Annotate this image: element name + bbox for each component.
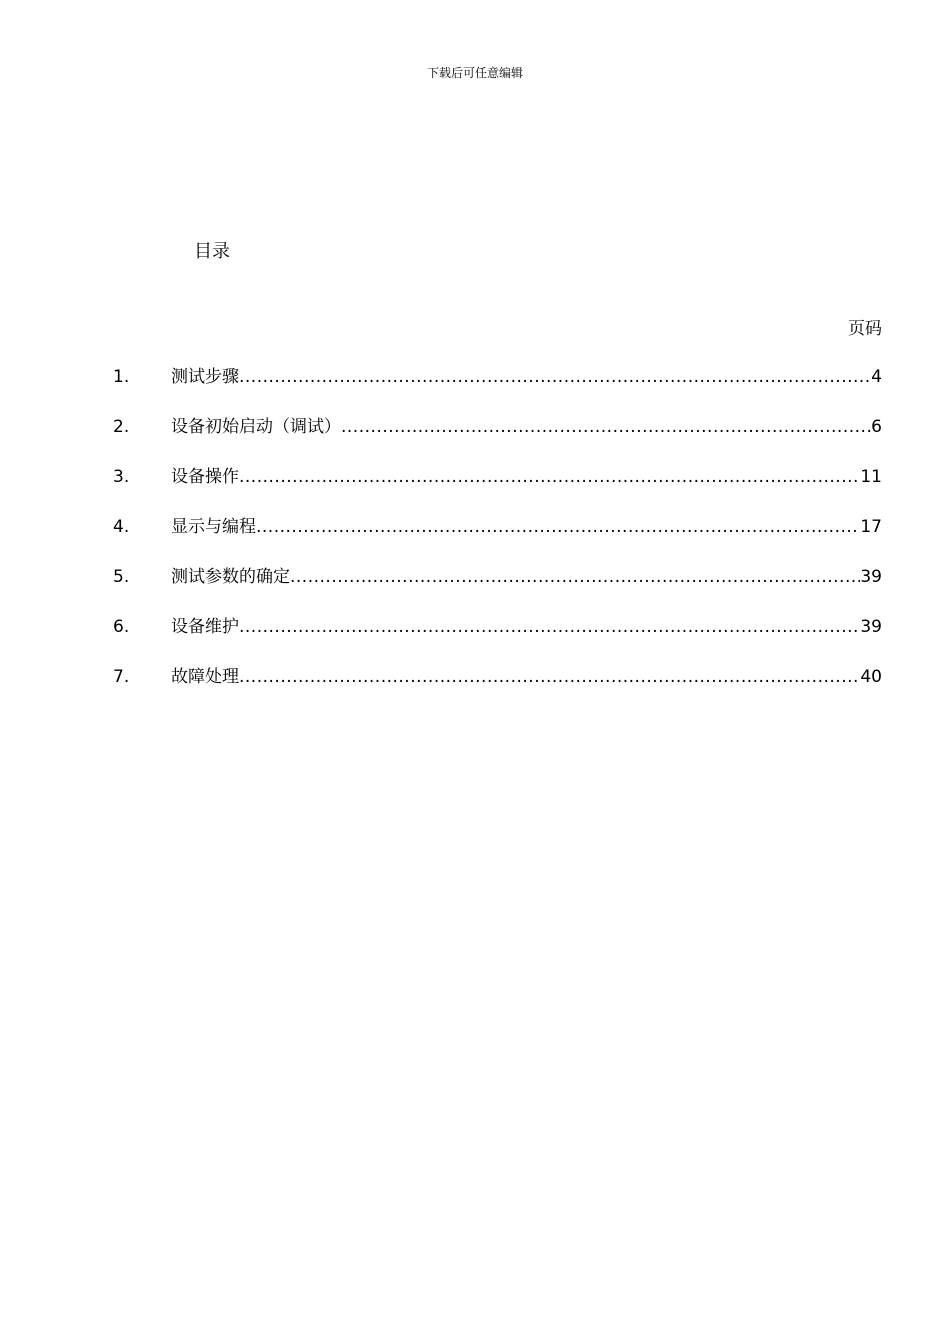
toc-entry-number: 5. <box>113 567 130 587</box>
toc-entry-number: 1. <box>113 367 130 387</box>
toc-dot-leader <box>341 415 871 439</box>
toc-entry[interactable] <box>113 615 882 665</box>
toc-entry[interactable] <box>113 415 882 465</box>
toc-entry[interactable] <box>113 665 882 715</box>
toc-entry-number: 3. <box>113 467 130 487</box>
toc-entry-page: 11 <box>860 467 882 487</box>
toc-entry-number: 6. <box>113 617 130 637</box>
toc-dot-leader <box>256 515 860 539</box>
toc-title: 目录 <box>194 241 230 262</box>
toc-list <box>113 365 882 715</box>
toc-entry-number: 4. <box>113 517 130 537</box>
toc-entry-title: 设备初始启动（调试） <box>171 417 341 437</box>
toc-entry-title: 设备操作 <box>171 467 239 487</box>
toc-entry-page: 39 <box>860 567 882 587</box>
toc-entry-title: 测试参数的确定 <box>171 567 290 587</box>
toc-page-column-label: 页码 <box>848 319 882 339</box>
toc-entry[interactable] <box>113 365 882 415</box>
toc-dot-leader <box>290 565 860 589</box>
toc-dot-leader <box>239 365 871 389</box>
toc-entry-title: 测试步骤 <box>171 367 239 387</box>
toc-entry-page: 4 <box>871 367 882 387</box>
toc-dot-leader <box>239 665 860 689</box>
toc-entry-number: 2. <box>113 417 130 437</box>
toc-entry-page: 6 <box>871 417 882 437</box>
toc-entry-page: 17 <box>860 517 882 537</box>
toc-entry[interactable] <box>113 465 882 515</box>
toc-dot-leader <box>239 465 860 489</box>
toc-entry[interactable] <box>113 515 882 565</box>
toc-dot-leader <box>239 615 860 639</box>
toc-entry-page: 39 <box>860 617 882 637</box>
toc-entry-page: 40 <box>860 667 882 687</box>
toc-entry-number: 7. <box>113 667 130 687</box>
toc-entry-title: 显示与编程 <box>171 517 256 537</box>
toc-entry[interactable] <box>113 565 882 615</box>
toc-entry-title: 故障处理 <box>171 667 239 687</box>
toc-entry-title: 设备维护 <box>171 617 239 637</box>
page-header: 下载后可任意编辑 <box>426 66 523 80</box>
